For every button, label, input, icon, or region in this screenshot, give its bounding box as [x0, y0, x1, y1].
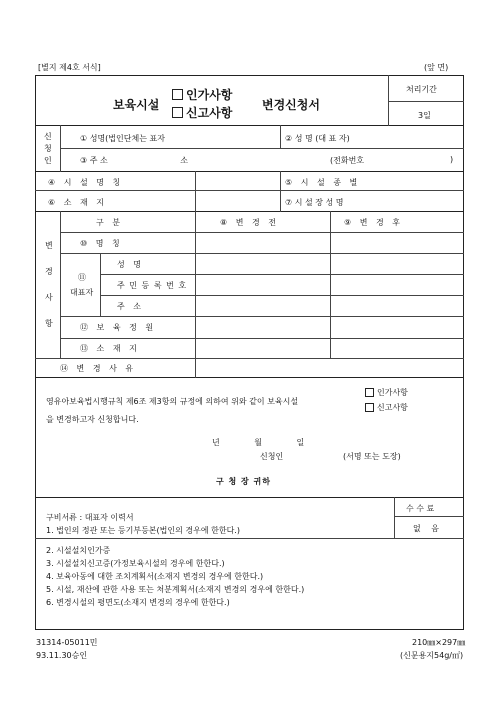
facility-name-label: ④ 시 설 명 칭	[48, 178, 124, 187]
row-name-label: ⑩ 명 칭	[80, 239, 123, 248]
rep-group-num: ⑪	[78, 273, 86, 282]
applicant-signature-label: 신청인	[260, 452, 284, 461]
change-section-char-4: 항	[45, 319, 53, 328]
change-section-char-2: 경	[45, 267, 53, 276]
change-section-char-1: 변	[45, 241, 53, 250]
report-checkbox[interactable]	[172, 107, 183, 118]
footer-approval: 93.11.30승인	[36, 651, 88, 660]
decl-report-checkbox[interactable]	[365, 403, 374, 412]
recipient: 구 청 장 귀하	[216, 477, 271, 486]
processing-period-value: 3일	[418, 111, 431, 120]
col-after: ⑨ 변 경 후	[344, 218, 403, 227]
row-location-label: ⑬ 소 재 지	[80, 344, 140, 353]
applicant-address-row: ③ 주 소 소	[80, 156, 188, 165]
decl-option-permit[interactable]: 인가사항	[365, 387, 408, 398]
representative-name-label: ② 성 명 (대 표 자)	[285, 134, 350, 143]
document-item-5: 5. 시설, 재산에 관한 사용 또는 처분계획서(소재지 변경의 경우에 한한다.)	[46, 585, 305, 594]
row-reason-label: ⑭ 변 경 사 유	[60, 364, 137, 373]
page-side-label: (앞 면)	[424, 63, 449, 72]
decl-permit-checkbox[interactable]	[365, 388, 374, 397]
fee-value: 없 음	[413, 524, 443, 533]
rep-group-label: 대표자	[70, 288, 94, 297]
document-item-3: 3. 시설설치신고증(가정보육시설의 경우에 한한다.)	[46, 559, 225, 568]
rep-address-label: 주 소	[117, 302, 144, 311]
decl-option-report[interactable]: 신고사항	[365, 402, 408, 413]
document-item-6: 6. 변경시설의 평면도(소재지 변경의 경우에 한한다.)	[46, 598, 230, 607]
col-before: ⑧ 변 경 전	[220, 218, 279, 227]
permit-checkbox[interactable]	[172, 89, 183, 100]
facility-head-label: ⑦ 시 설 장 성 명	[285, 198, 344, 207]
document-item-2: 2. 시설설치인가증	[46, 546, 111, 555]
declaration-line-1: 영유아보육법시행규칙 제6조 제3항의 규정에 의하여 위와 같이 보육시설	[46, 397, 299, 406]
documents-header: 구비서류 : 대표자 이력서	[46, 513, 134, 522]
address-label: ③ 주 소	[80, 156, 108, 165]
applicant-name-label: ① 성명(법인단체는 표자	[80, 134, 165, 143]
document-item-4: 4. 보육아동에 대한 조치계획서(소재지 변경의 경우에 한한다.)	[46, 572, 264, 581]
rep-name-label: 성 명	[117, 260, 144, 269]
facility-type-label: ⑤ 시 설 종 별	[285, 178, 361, 187]
applicant-section-char-2: 청	[44, 144, 52, 153]
processing-period-label: 처리기간	[406, 85, 437, 94]
applicant-section-char-1: 신	[44, 132, 52, 141]
rep-id-label: 주 민 등 록 번 호	[117, 281, 188, 290]
row-capacity-label: ⑫ 보 육 정 원	[80, 323, 157, 332]
title-prefix: 보육시설	[113, 98, 160, 112]
facility-location-label: ⑥ 소 재 지	[48, 198, 107, 207]
form-number: [별지 제4호 서식]	[38, 63, 101, 72]
change-section-char-3: 사	[45, 293, 53, 302]
applicant-section-char-3: 인	[44, 156, 52, 165]
declaration-line-2: 을 변경하고자 신청합니다.	[46, 415, 139, 424]
signature-note: (서명 또는 도장)	[343, 452, 401, 461]
col-category: 구 분	[96, 218, 123, 227]
document-item-1: 1. 법인의 정관 또는 등기부등본(법인의 경우에 한한다.)	[46, 526, 240, 535]
footer-paper: (신문용지54g/㎡)	[400, 651, 464, 660]
option-report[interactable]: 신고사항	[172, 104, 232, 121]
phone-label: (전화번호	[330, 156, 365, 165]
footer-size: 210㎜×297㎜	[412, 638, 466, 647]
phone-close: )	[450, 155, 454, 164]
footer-code: 31314-05011민	[36, 638, 98, 647]
option-permit[interactable]: 인가사항	[172, 86, 232, 103]
fee-label: 수 수 료	[406, 504, 435, 513]
date-line: 년 월 일	[212, 438, 321, 447]
title-suffix: 변경신청서	[262, 98, 320, 112]
